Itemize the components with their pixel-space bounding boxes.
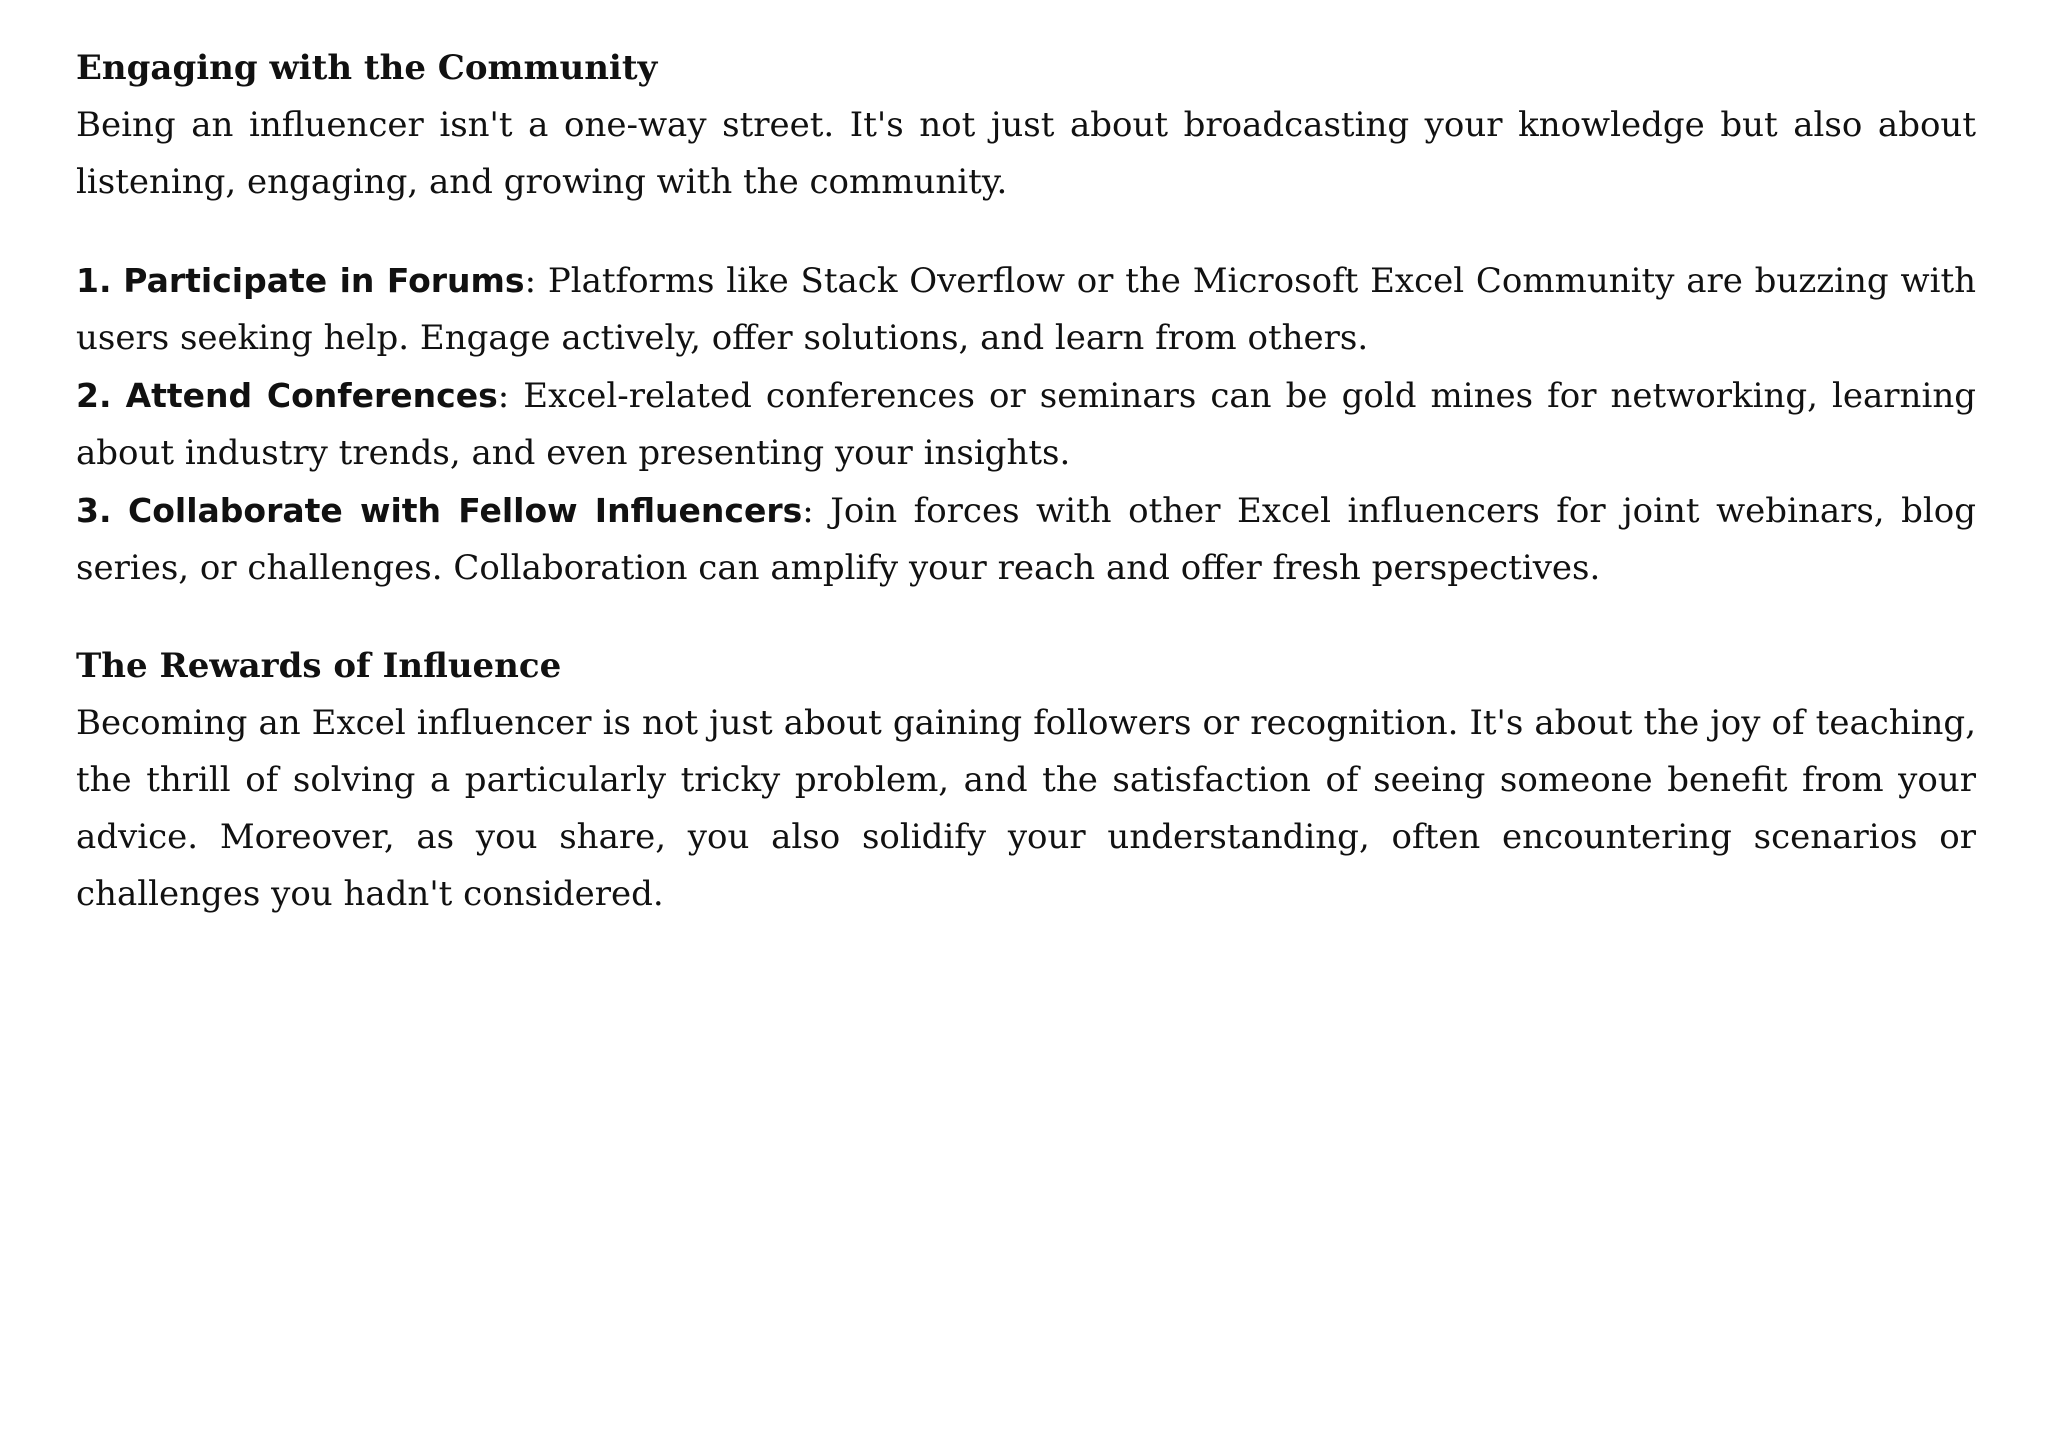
list-item <box>76 252 1976 367</box>
list-item-number: 3. <box>76 491 112 530</box>
section-engaging-community <box>76 40 1976 211</box>
section-heading: Engaging with the Community <box>76 48 658 88</box>
list-item-title: Collaborate with Fellow Influencers <box>128 491 803 530</box>
section-rewards-of-influence <box>76 638 1976 923</box>
numbered-list <box>76 252 1976 597</box>
section-paragraph: Becoming an Excel influencer is not just about gaining followers or recognition. It's about the joy of teaching, the thrill of solving a particularly tricky problem, and the satisfaction of seeing someone benefit from your advice. Moreover, as you share, you also solidify your understanding, often encountering scenarios or challenges you hadn't considered. <box>76 703 1976 914</box>
list-item <box>76 482 1976 597</box>
list-item-title: Participate in Forums <box>123 261 525 300</box>
list-item-text: : Join forces with other Excel influencers for joint webinars, blog series, or challenges. Collaboration can amplify your reach and offer fresh perspectives. <box>76 491 1976 588</box>
list-item <box>76 367 1976 482</box>
list-item-text: : Platforms like Stack Overflow or the Microsoft Excel Community are buzzing with users seeking help. Engage actively, offer solutions, and learn from others. <box>76 261 1977 358</box>
document-page <box>76 40 1976 923</box>
list-item-text: : Excel-related conferences or seminars can be gold mines for networking, learning about industry trends, and even presenting your insights. <box>76 376 1976 473</box>
section-paragraph: Being an influencer isn't a one-way street. It's not just about broadcasting your knowledge but also about listening, engaging, and growing with the community. <box>76 105 1976 202</box>
list-item-number: 2. <box>76 376 112 415</box>
section-heading: The Rewards of Influence <box>76 646 562 686</box>
list-item-title: Attend Conferences <box>125 376 498 415</box>
list-item-number: 1. <box>76 261 112 300</box>
